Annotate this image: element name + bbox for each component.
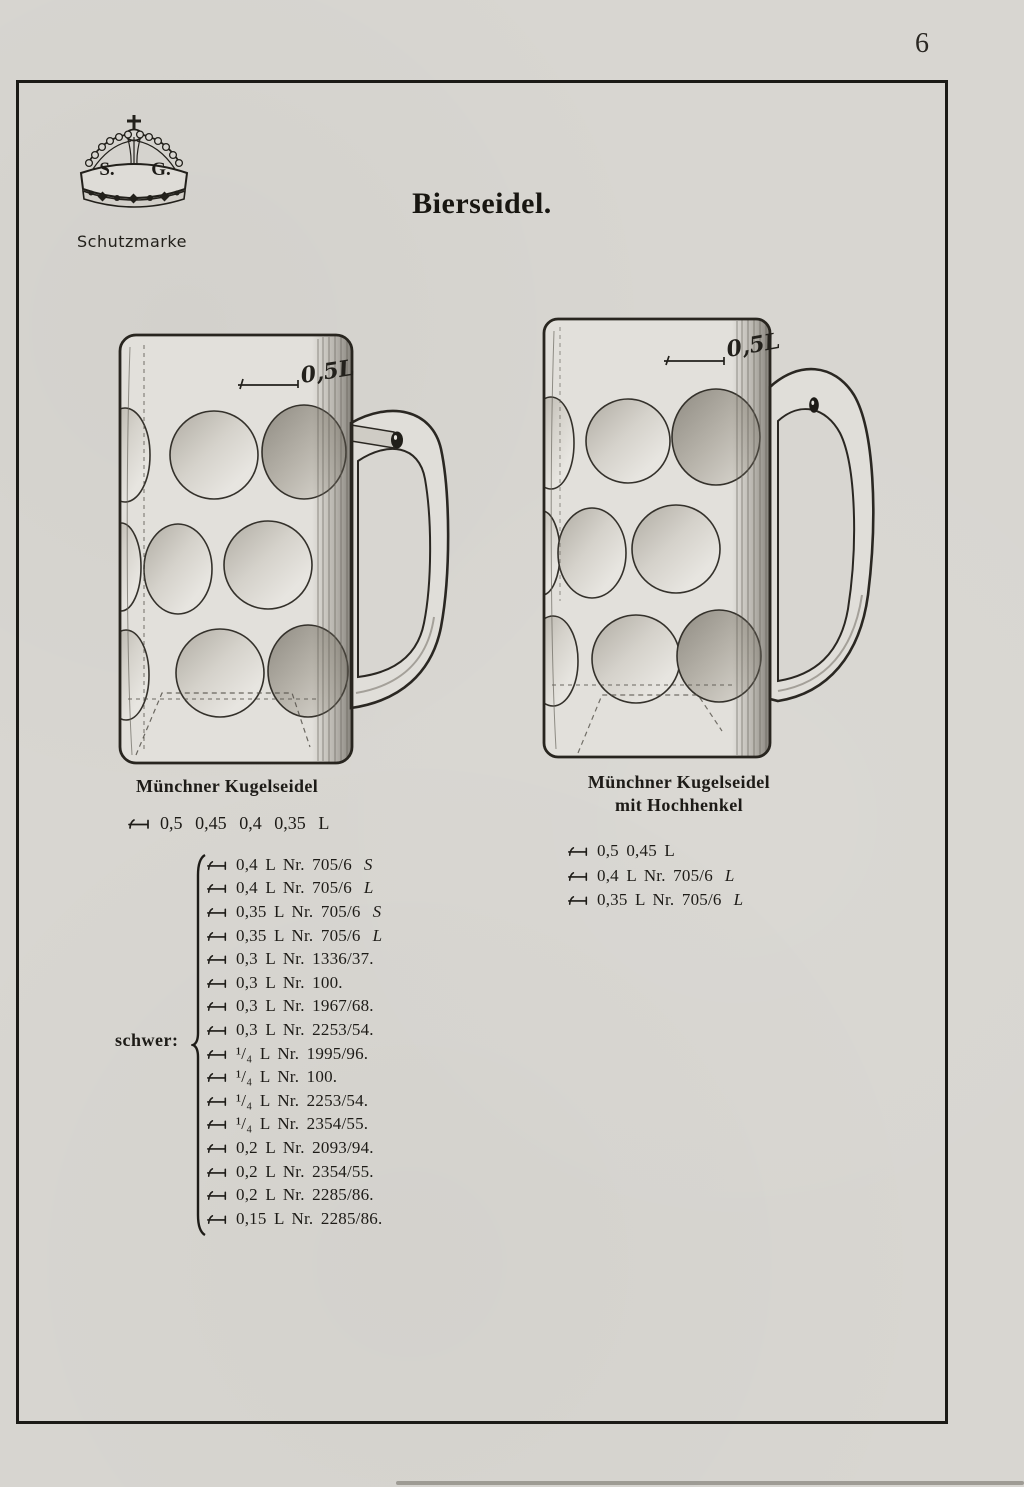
right-product-title-line2: mit Hochhenkel [614, 795, 744, 815]
item-text: 0,2 L Nr. 2285/86. [236, 1185, 374, 1205]
item-text: 0,3 L Nr. 2253/54. [236, 1019, 374, 1039]
item-suffix: L [733, 890, 744, 910]
gauge-mark-icon [205, 859, 229, 871]
item-text: ¹/₄ L Nr. 1995/96. [236, 1043, 369, 1063]
mug-illustration-kugelseidel [106, 321, 454, 773]
catalog-item-row [205, 877, 394, 901]
right-product-title-line1: Münchner Kugelseidel [587, 772, 771, 792]
item-suffix: L [372, 925, 383, 945]
gauge-mark-icon [205, 1189, 229, 1201]
gauge-mark-icon [205, 977, 229, 989]
trademark-logo [69, 113, 219, 251]
item-suffix: S [372, 901, 382, 921]
catalog-item-row [205, 900, 394, 924]
catalog-item-row [566, 839, 743, 864]
catalog-item-row [205, 1065, 394, 1089]
catalog-item-row [205, 1183, 394, 1207]
gauge-mark-icon [205, 1213, 229, 1225]
item-suffix: L [724, 865, 735, 885]
gauge-mark-icon [566, 894, 590, 906]
gauge-mark-icon [205, 953, 229, 965]
gauge-mark-icon [566, 845, 590, 857]
catalog-item-row [566, 864, 743, 889]
logo-letter-left: S. [99, 159, 115, 180]
item-text: 0,3 L Nr. 100. [236, 972, 343, 992]
item-text: 0,4 L Nr. 705/6 [236, 854, 352, 874]
catalog-item-row [205, 1089, 394, 1113]
item-text: 0,4 L Nr. 705/6 [597, 865, 713, 885]
gauge-mark-icon [205, 1166, 229, 1178]
item-text: 0,4 L Nr. 705/6 [236, 878, 352, 898]
left-product-sizes [126, 813, 329, 834]
gauge-mark-icon [205, 1071, 229, 1083]
catalog-item-row [205, 924, 394, 948]
catalog-item-row [205, 1207, 394, 1231]
item-text: ¹/₄ L Nr. 2253/54. [236, 1090, 369, 1110]
catalog-item-row [566, 888, 743, 913]
gauge-mark-icon [205, 882, 229, 894]
right-product-item-list [566, 839, 743, 913]
item-text: 0,15 L Nr. 2285/86. [236, 1208, 383, 1228]
left-product-item-list [205, 853, 394, 1231]
catalog-item-row [205, 995, 394, 1019]
item-text: 0,2 L Nr. 2093/94. [236, 1137, 374, 1157]
scan-artifact-line [396, 1481, 1024, 1485]
item-text: 0,3 L Nr. 1336/37. [236, 949, 374, 969]
gauge-mark-icon [205, 906, 229, 918]
gauge-mark-icon [126, 817, 152, 830]
item-text: 0,35 L Nr. 705/6 [597, 890, 722, 910]
item-text: 0,35 L Nr. 705/6 [236, 925, 361, 945]
catalog-item-row [205, 1018, 394, 1042]
catalog-item-row [205, 947, 394, 971]
gauge-mark-icon [205, 1024, 229, 1036]
mug-illustration-kugelseidel-hochhenkel [526, 301, 886, 769]
gauge-mark-icon [205, 1048, 229, 1060]
volume-label-right-mug: 0,5L [724, 327, 782, 363]
left-sizes-text: 0,5 0,45 0,4 0,35 L [160, 813, 330, 833]
page-title: Bierseidel. [412, 187, 552, 220]
page-number: 6 [915, 28, 929, 59]
gauge-mark-icon [205, 1095, 229, 1107]
trademark-caption: Schutzmarke [77, 232, 187, 251]
catalog-item-row [205, 1136, 394, 1160]
left-product-title: Münchner Kugelseidel [136, 776, 319, 796]
item-text: 0,2 L Nr. 2354/55. [236, 1161, 374, 1181]
page-frame [16, 80, 948, 1424]
volume-label-left-mug: 0,5L [298, 354, 357, 389]
right-product-title [539, 771, 819, 817]
gauge-mark-icon [205, 1142, 229, 1154]
item-text: 0,35 L Nr. 705/6 [236, 901, 361, 921]
catalog-item-row [205, 1160, 394, 1184]
item-text: ¹/₄ L Nr. 100. [236, 1067, 338, 1087]
gauge-mark-icon [205, 930, 229, 942]
item-text: ¹/₄ L Nr. 2354/55. [236, 1114, 369, 1134]
weight-label: schwer: [115, 1030, 179, 1050]
gauge-mark-icon [566, 870, 590, 882]
gauge-mark-icon [205, 1118, 229, 1130]
item-text: 0,5 0,45 L [597, 841, 676, 861]
catalog-item-row [205, 1113, 394, 1137]
item-suffix: S [363, 854, 373, 874]
item-suffix: L [363, 878, 374, 898]
item-text: 0,3 L Nr. 1967/68. [236, 996, 374, 1016]
catalog-item-row [205, 971, 394, 995]
gauge-mark-icon [205, 1000, 229, 1012]
logo-letter-right: G. [151, 159, 171, 180]
catalog-item-row [205, 853, 394, 877]
catalog-item-row [205, 1042, 394, 1066]
